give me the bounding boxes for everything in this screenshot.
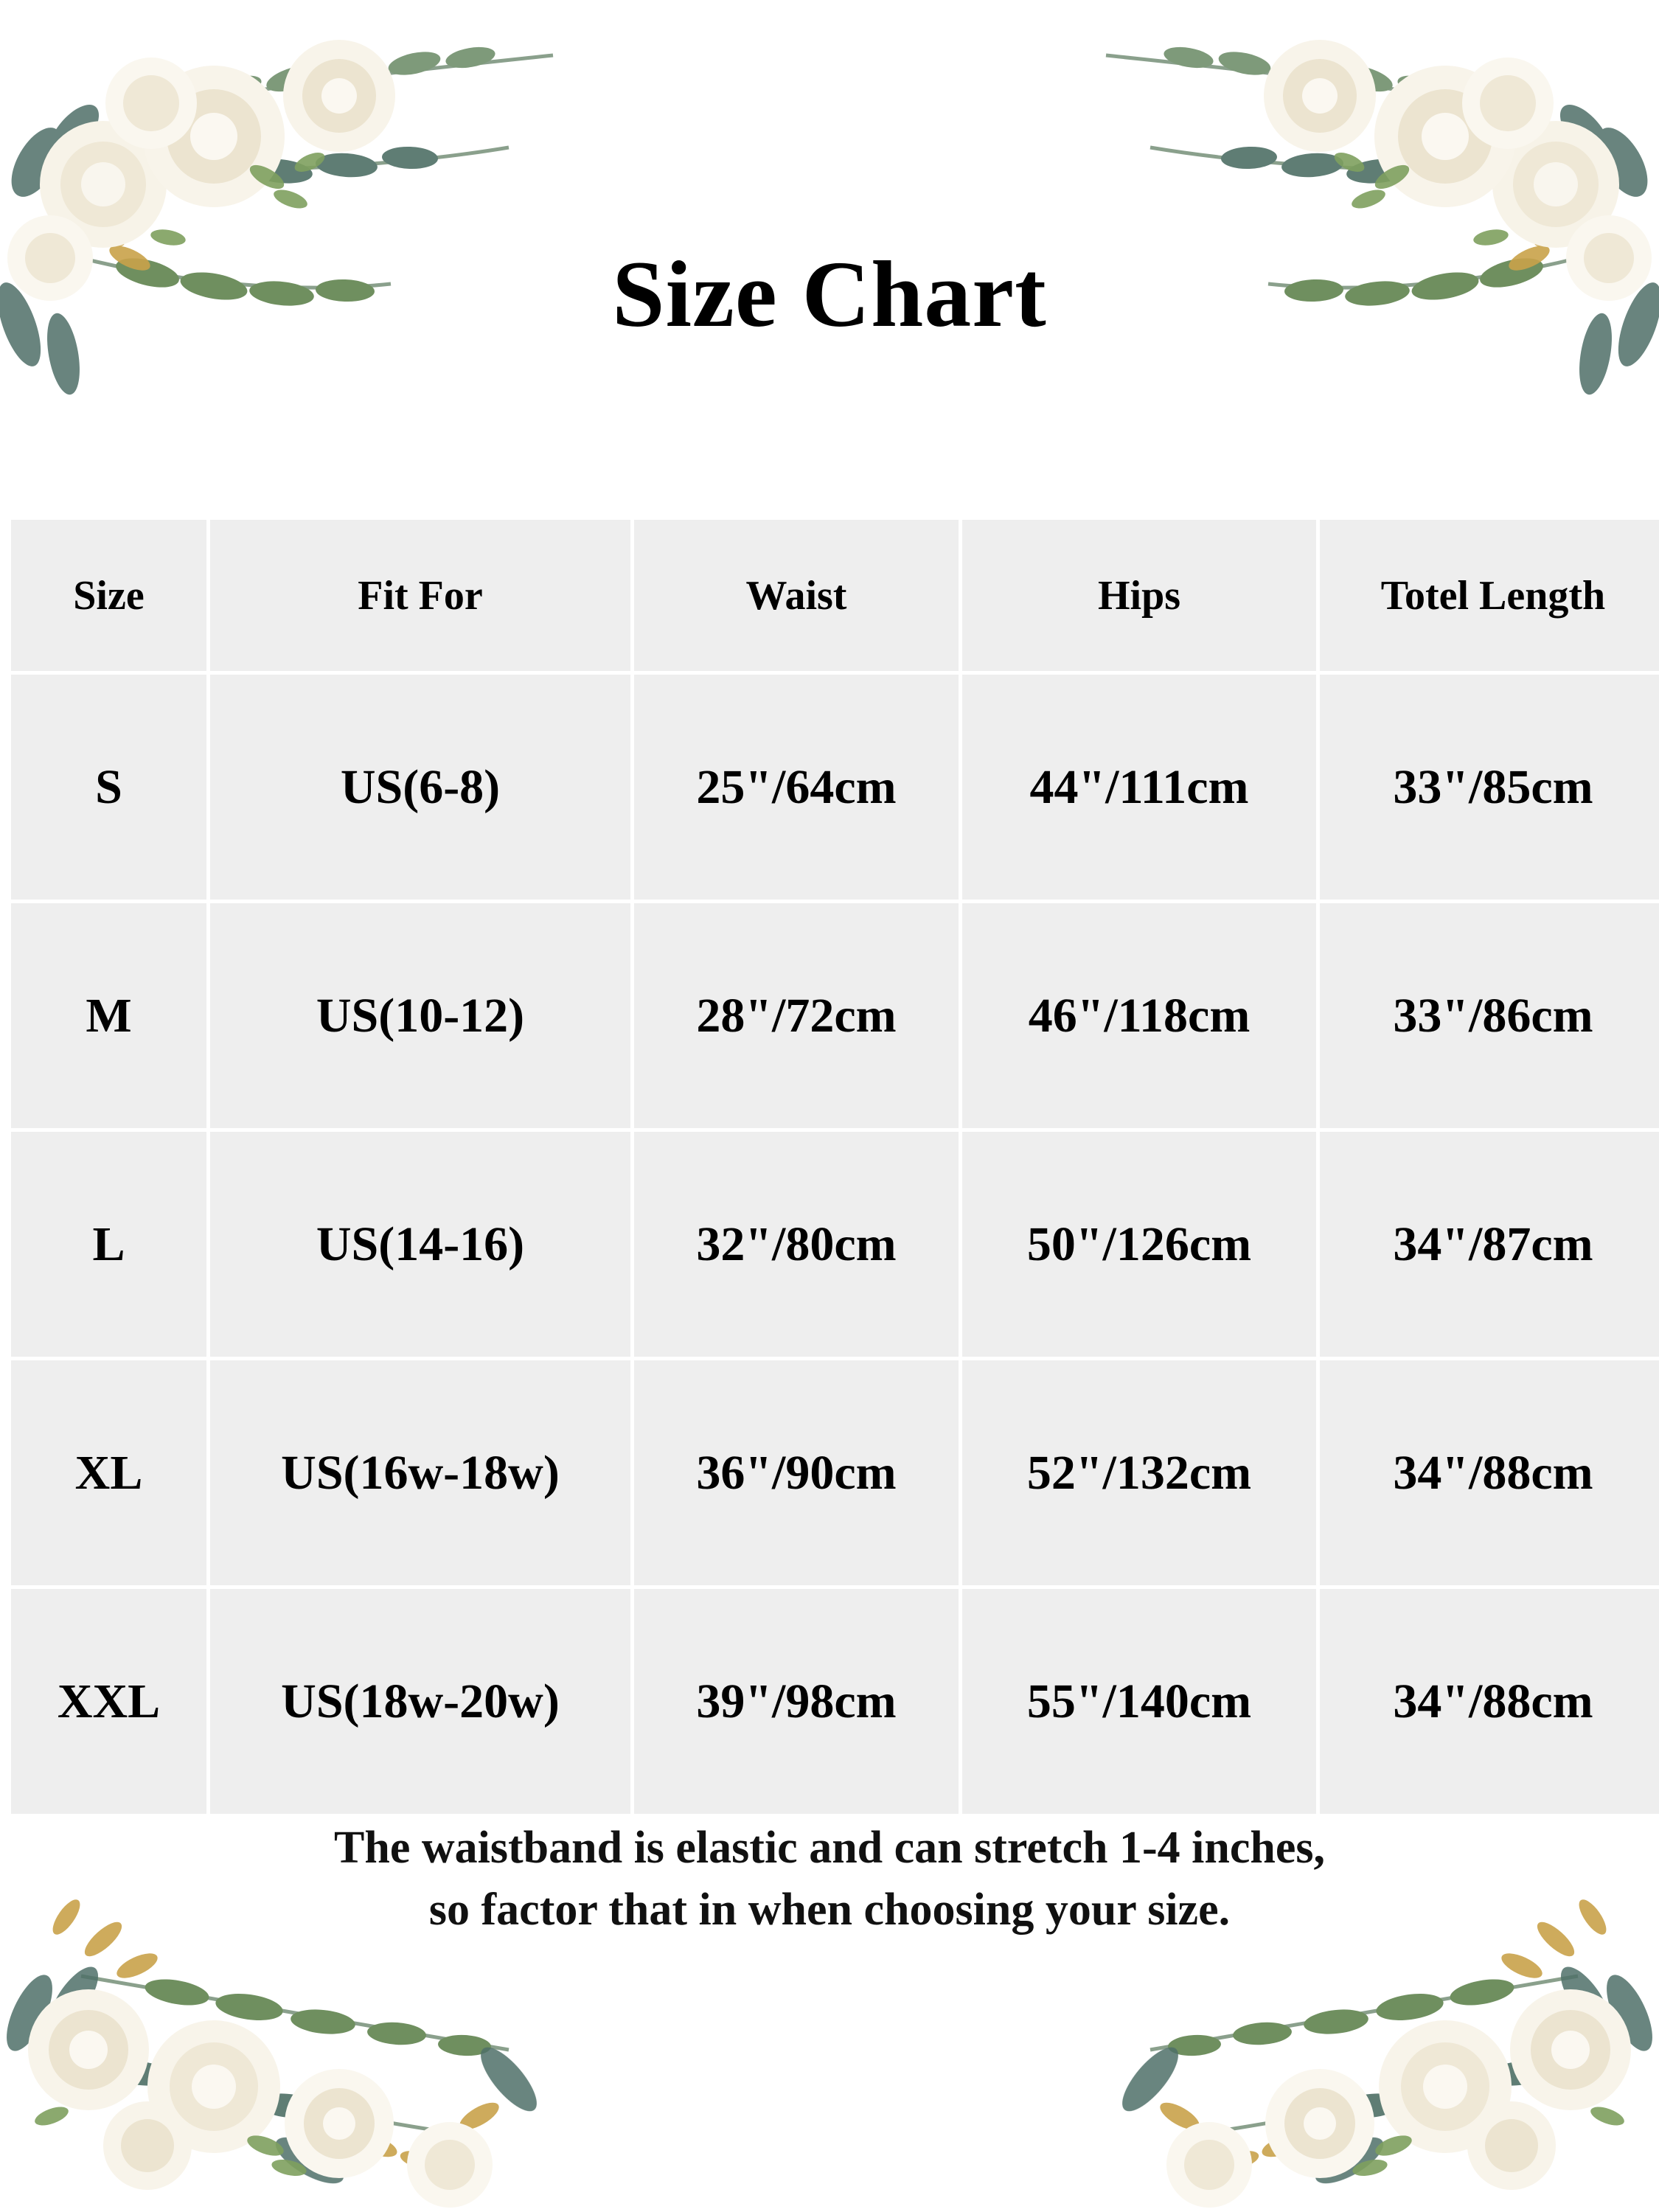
size-chart-table — [7, 516, 1659, 1818]
cell-size: XXL — [11, 1589, 206, 1814]
cell-hips: 50"/126cm — [962, 1132, 1316, 1357]
cell-size: M — [11, 903, 206, 1128]
column-header-waist: Waist — [634, 520, 959, 671]
note-line-2: so factor that in when choosing your size. — [428, 1884, 1231, 1935]
note-line-1: The waistband is elastic and can stretch 1-4 inches, — [334, 1823, 1325, 1873]
cell-hips: 46"/118cm — [962, 903, 1316, 1128]
cell-fit-for: US(10-12) — [210, 903, 630, 1128]
table-row — [11, 1132, 1659, 1357]
table-body — [11, 675, 1659, 1814]
column-header-fit-for: Fit For — [210, 520, 630, 671]
cell-hips: 52"/132cm — [962, 1360, 1316, 1585]
cell-fit-for: US(18w-20w) — [210, 1589, 630, 1814]
cell-total-length: 34"/87cm — [1320, 1132, 1659, 1357]
table-row — [11, 675, 1659, 900]
cell-total-length: 34"/88cm — [1320, 1360, 1659, 1585]
table-row — [11, 1360, 1659, 1585]
cell-waist: 25"/64cm — [634, 675, 959, 900]
cell-size: L — [11, 1132, 206, 1357]
cell-waist: 28"/72cm — [634, 903, 959, 1128]
cell-hips: 55"/140cm — [962, 1589, 1316, 1814]
cell-hips: 44"/111cm — [962, 675, 1316, 900]
column-header-hips: Hips — [962, 520, 1316, 671]
column-header-size: Size — [11, 520, 206, 671]
size-chart-table-wrapper — [7, 516, 1652, 1818]
cell-fit-for: US(16w-18w) — [210, 1360, 630, 1585]
cell-total-length: 33"/85cm — [1320, 675, 1659, 900]
cell-total-length: 34"/88cm — [1320, 1589, 1659, 1814]
table-header-row — [11, 520, 1659, 671]
page-title: Size Chart — [612, 242, 1047, 347]
table-row — [11, 1589, 1659, 1814]
cell-waist: 32"/80cm — [634, 1132, 959, 1357]
table-row — [11, 903, 1659, 1128]
cell-waist: 36"/90cm — [634, 1360, 959, 1585]
cell-size: XL — [11, 1360, 206, 1585]
cell-size: S — [11, 675, 206, 900]
elastic-waistband-note — [0, 1818, 1659, 1941]
cell-fit-for: US(14-16) — [210, 1132, 630, 1357]
cell-total-length: 33"/86cm — [1320, 903, 1659, 1128]
column-header-total-length: Totel Length — [1320, 520, 1659, 671]
cell-waist: 39"/98cm — [634, 1589, 959, 1814]
table-header — [11, 520, 1659, 671]
cell-fit-for: US(6-8) — [210, 675, 630, 900]
